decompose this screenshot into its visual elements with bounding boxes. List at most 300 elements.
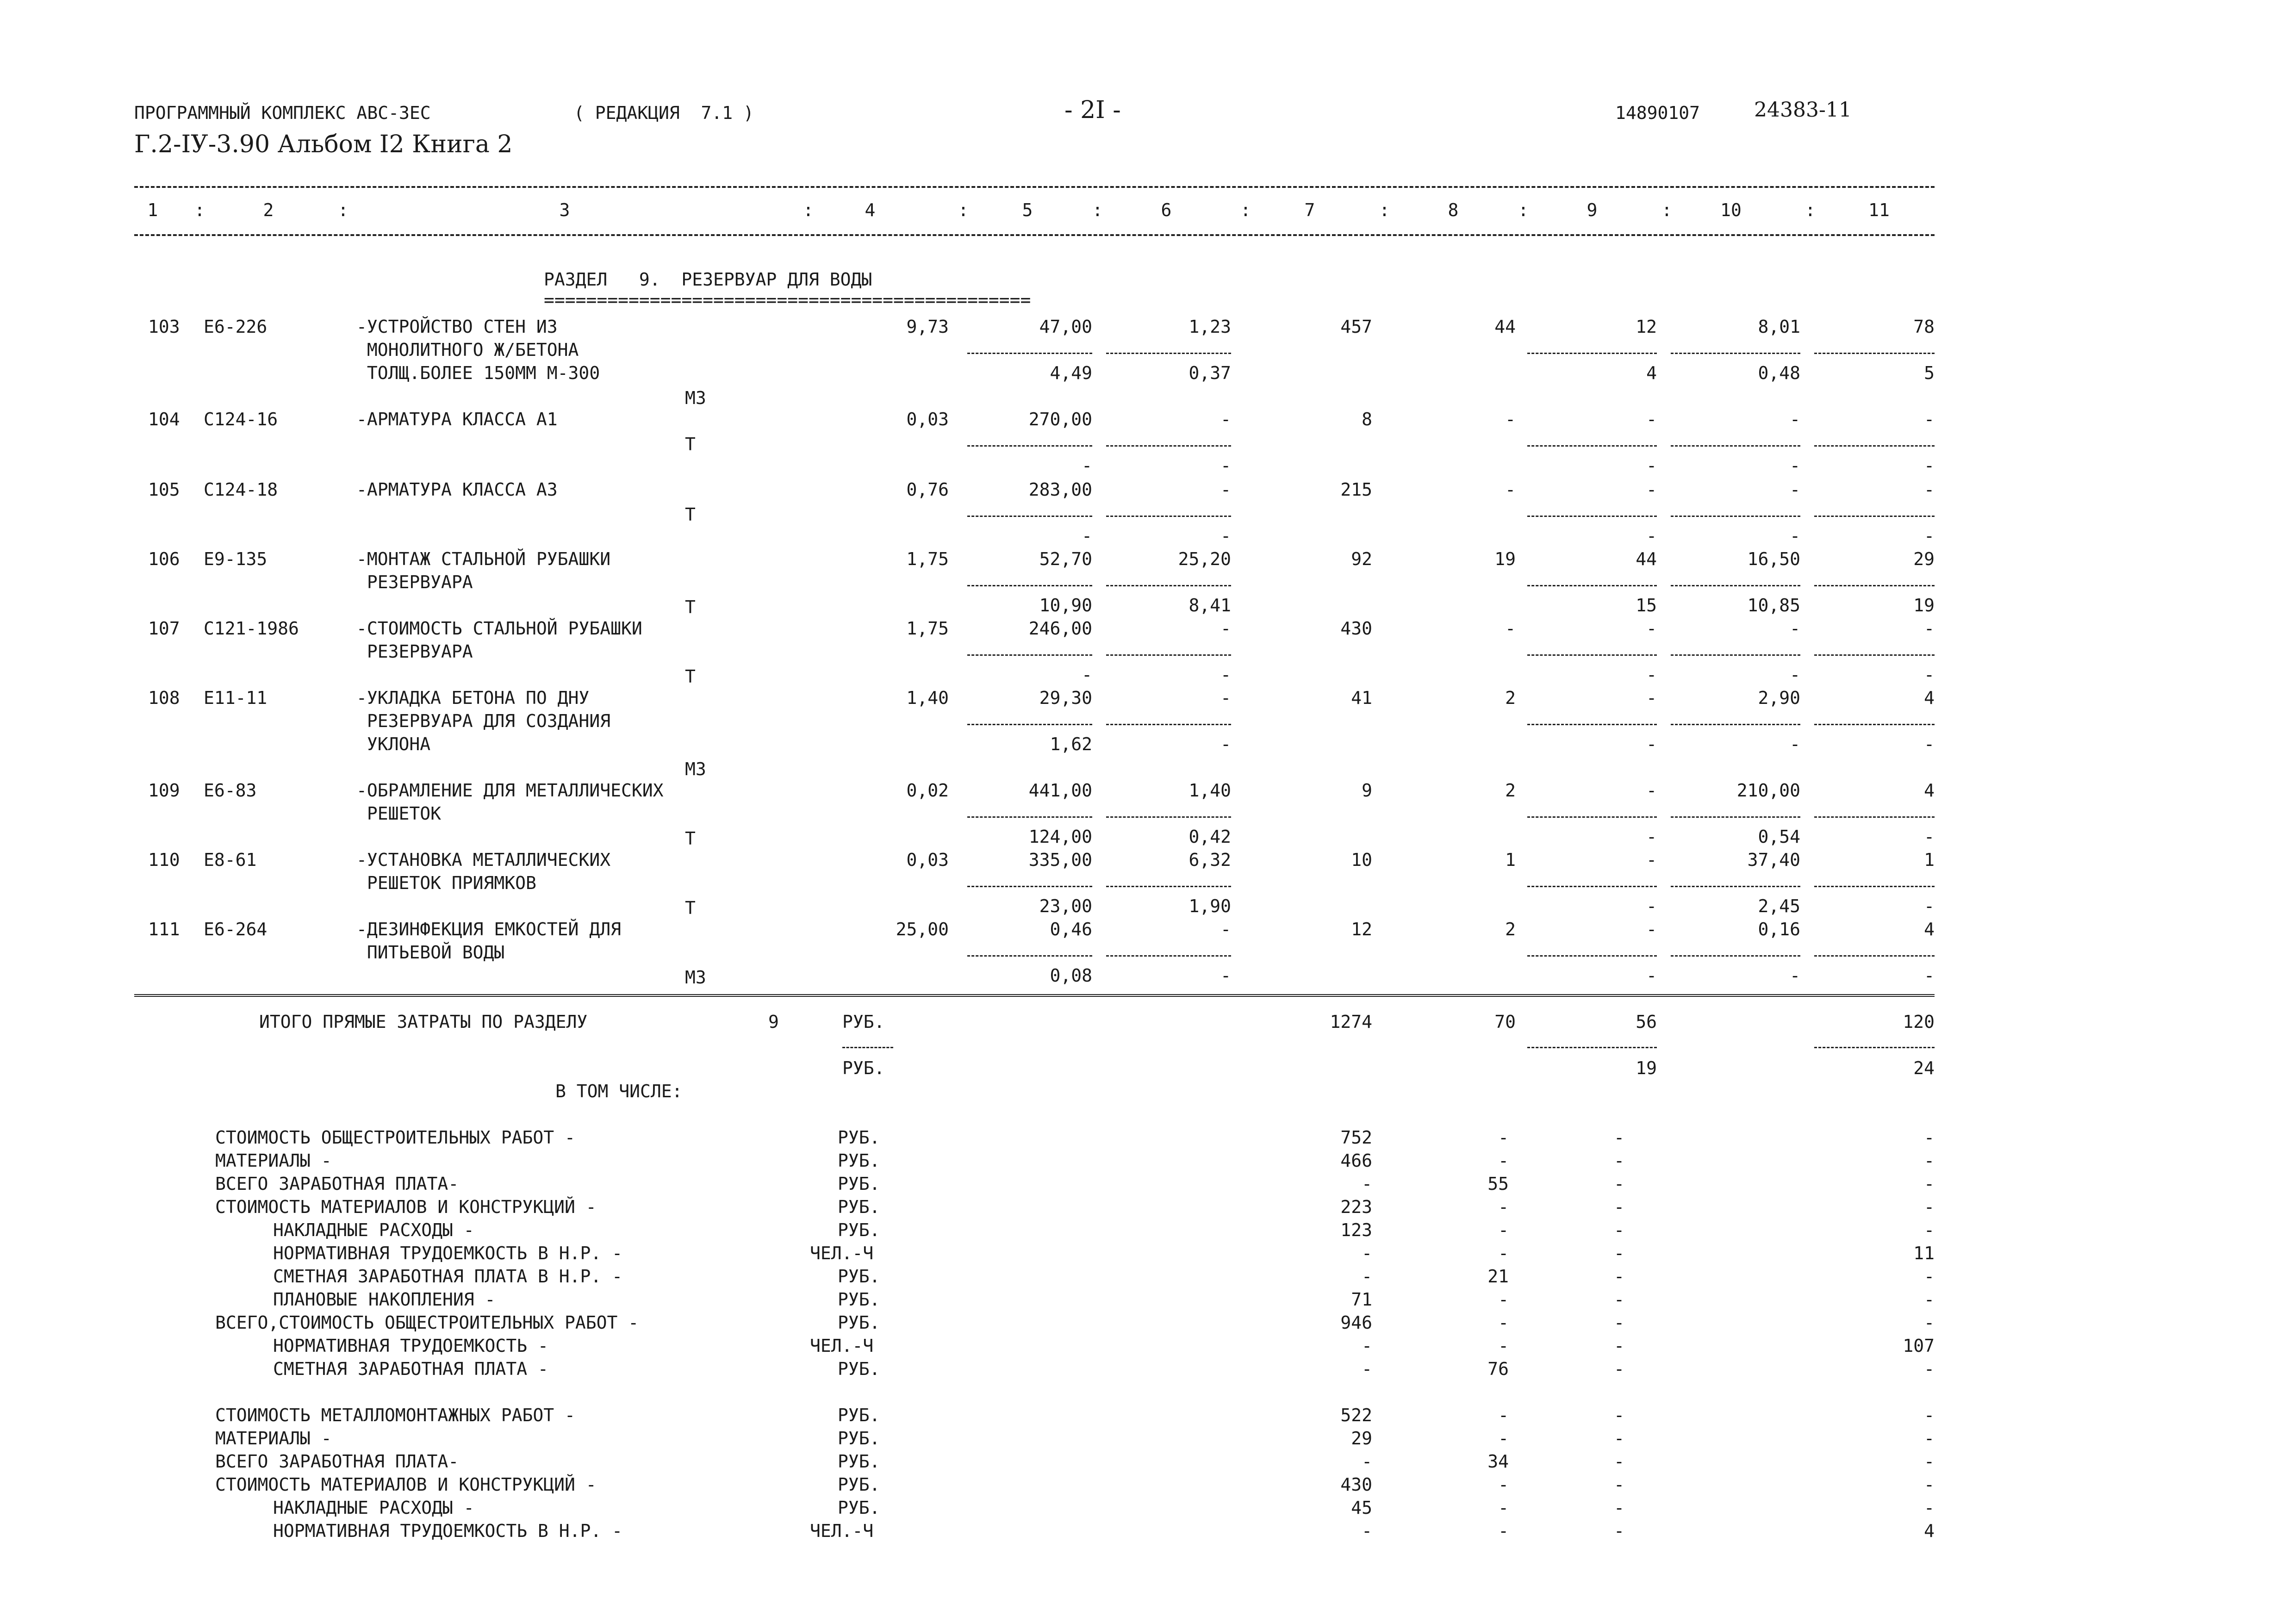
row-unit-wage: 1,62 xyxy=(1050,734,1092,754)
row-labor-unit-machine: 0,54 xyxy=(1758,827,1800,847)
summary-unit: РУБ. xyxy=(838,1289,880,1310)
summary-machine: - xyxy=(1614,1428,1624,1449)
section-underline: ============================================== xyxy=(544,290,1031,310)
row-labor-unit: 16,50 xyxy=(1747,549,1800,569)
row-cell-rule xyxy=(1106,724,1231,725)
row-labor-total: - xyxy=(1924,479,1935,500)
row-description-line: -УСТАНОВКА МЕТАЛЛИЧЕСКИХ xyxy=(356,850,611,870)
row-labor-unit-machine: - xyxy=(1790,965,1800,986)
row-cell-rule xyxy=(1814,816,1935,818)
column-header-7: 7 xyxy=(1304,200,1315,220)
summary-labor: - xyxy=(1924,1405,1935,1425)
row-unit-wage: - xyxy=(1082,526,1092,546)
row-quantity: 9,73 xyxy=(906,317,949,337)
summary-wage: - xyxy=(1498,1428,1509,1449)
row-machine-wage-total: - xyxy=(1646,665,1657,685)
column-separator: : xyxy=(1240,200,1251,220)
summary-labor: 107 xyxy=(1903,1336,1935,1356)
row-labor-unit: 210,00 xyxy=(1736,780,1800,801)
summary-cost: 123 xyxy=(1340,1220,1372,1240)
header-rule-top xyxy=(134,186,1935,188)
totals-machine: 56 xyxy=(1636,1012,1657,1032)
row-quantity: 0,76 xyxy=(906,479,949,500)
column-header-4: 4 xyxy=(865,200,876,220)
summary-machine: - xyxy=(1614,1336,1624,1356)
summary-label: НАКЛАДНЫЕ РАСХОДЫ - xyxy=(273,1498,474,1518)
row-unit: Т xyxy=(685,828,696,849)
row-unit-cost: 29,30 xyxy=(1039,688,1092,708)
row-machine-total: - xyxy=(1646,919,1657,939)
summary-wage: - xyxy=(1498,1243,1509,1263)
row-labor-total: - xyxy=(1924,409,1935,429)
column-header-6: 6 xyxy=(1161,200,1172,220)
row-machine-wage: - xyxy=(1220,665,1231,685)
row-cell-rule xyxy=(1814,886,1935,887)
row-machine-wage-total: - xyxy=(1646,827,1657,847)
row-cell-rule xyxy=(1527,724,1657,725)
summary-machine: - xyxy=(1614,1405,1624,1425)
row-cell-rule xyxy=(1814,585,1935,586)
summary-labor: - xyxy=(1924,1312,1935,1333)
row-machine-total: - xyxy=(1646,850,1657,870)
summary-wage: - xyxy=(1498,1127,1509,1148)
row-cell-rule xyxy=(1527,654,1657,656)
summary-unit: РУБ. xyxy=(838,1150,880,1171)
column-separator: : xyxy=(1092,200,1103,220)
row-labor-total: 1 xyxy=(1924,850,1935,870)
row-number: 109 xyxy=(148,780,180,801)
row-cell-rule xyxy=(1671,816,1800,818)
row-labor-total: 4 xyxy=(1924,919,1935,939)
document-code: 14890107 xyxy=(1615,103,1700,123)
row-cell-rule xyxy=(967,445,1092,447)
row-machine-wage: 0,37 xyxy=(1188,363,1231,383)
summary-unit: ЧЕЛ.-Ч xyxy=(810,1336,874,1356)
row-cell-rule xyxy=(1527,955,1657,957)
row-machine-cost: - xyxy=(1220,688,1231,708)
summary-wage: 34 xyxy=(1487,1451,1509,1472)
row-unit-cost: 52,70 xyxy=(1039,549,1092,569)
row-cell-rule xyxy=(1814,516,1935,517)
summary-cost: - xyxy=(1362,1451,1372,1472)
row-cell-rule xyxy=(1106,654,1231,656)
totals-unit: РУБ. xyxy=(842,1012,885,1032)
row-labor-unit: - xyxy=(1790,479,1800,500)
summary-machine: - xyxy=(1614,1243,1624,1263)
row-code: Е8-61 xyxy=(204,850,257,870)
column-separator: : xyxy=(1805,200,1816,220)
totals-labor: 120 xyxy=(1903,1012,1935,1032)
header-rule-bottom xyxy=(134,234,1935,236)
totals-label: ИТОГО ПРЯМЫЕ ЗАТРАТЫ ПО РАЗДЕЛУ xyxy=(259,1012,588,1032)
row-quantity: 0,03 xyxy=(906,409,949,429)
row-cell-rule xyxy=(1814,654,1935,656)
row-cell-rule xyxy=(1671,516,1800,517)
row-labor-unit-machine: 0,48 xyxy=(1758,363,1800,383)
row-labor-unit: - xyxy=(1790,618,1800,639)
row-machine-cost: - xyxy=(1220,919,1231,939)
row-description-line: -ОБРАМЛЕНИЕ ДЛЯ МЕТАЛЛИЧЕСКИХ xyxy=(356,780,664,801)
row-labor-total-machine: - xyxy=(1924,827,1935,847)
row-quantity: 25,00 xyxy=(896,919,949,939)
summary-cost: 752 xyxy=(1340,1127,1372,1148)
row-cell-rule xyxy=(1106,955,1231,957)
summary-unit: РУБ. xyxy=(838,1197,880,1217)
row-cell-rule xyxy=(1106,353,1231,354)
column-header-2: 2 xyxy=(263,200,274,220)
row-total-cost: 8 xyxy=(1362,409,1372,429)
row-unit-cost: 270,00 xyxy=(1028,409,1092,429)
row-cell-rule xyxy=(1527,886,1657,887)
row-cell-rule xyxy=(1671,585,1800,586)
row-number: 111 xyxy=(148,919,180,939)
summary-labor: - xyxy=(1924,1289,1935,1310)
row-machine-cost: 6,32 xyxy=(1188,850,1231,870)
row-cell-rule xyxy=(1527,353,1657,354)
row-cell-rule xyxy=(1106,886,1231,887)
row-cell-rule xyxy=(1814,724,1935,725)
row-labor-total: 78 xyxy=(1913,317,1935,337)
row-total-cost: 92 xyxy=(1351,549,1372,569)
row-total-cost: 9 xyxy=(1362,780,1372,801)
column-header-8: 8 xyxy=(1448,200,1459,220)
row-code: Е6-226 xyxy=(204,317,268,337)
row-labor-unit-machine: - xyxy=(1790,455,1800,476)
summary-unit: РУБ. xyxy=(838,1220,880,1240)
row-code: Е11-11 xyxy=(204,688,268,708)
row-unit-wage: - xyxy=(1082,455,1092,476)
row-code: Е6-264 xyxy=(204,919,268,939)
row-description-line: МОНОЛИТНОГО Ж/БЕТОНА xyxy=(356,340,579,360)
summary-labor: - xyxy=(1924,1359,1935,1379)
row-machine-cost: - xyxy=(1220,409,1231,429)
table-total-rule xyxy=(134,994,1935,997)
column-header-1: 1 xyxy=(147,200,158,220)
row-number: 107 xyxy=(148,618,180,639)
row-cell-rule xyxy=(1106,816,1231,818)
row-cell-rule xyxy=(967,654,1092,656)
row-unit-cost: 246,00 xyxy=(1028,618,1092,639)
row-wage-total: 44 xyxy=(1494,317,1516,337)
summary-wage: - xyxy=(1498,1521,1509,1541)
summary-labor: - xyxy=(1924,1127,1935,1148)
row-wage-total: 2 xyxy=(1505,919,1516,939)
totals-cost: 1274 xyxy=(1330,1012,1372,1032)
row-cell-rule xyxy=(1671,445,1800,447)
row-quantity: 1,40 xyxy=(906,688,949,708)
summary-unit: РУБ. xyxy=(838,1312,880,1333)
row-machine-cost: - xyxy=(1220,479,1231,500)
row-unit-wage: 4,49 xyxy=(1050,363,1092,383)
totals-section-number: 9 xyxy=(768,1012,779,1032)
summary-machine: - xyxy=(1614,1521,1624,1541)
summary-wage: 21 xyxy=(1487,1266,1509,1287)
row-cell-rule xyxy=(1814,955,1935,957)
column-separator: : xyxy=(1518,200,1529,220)
row-code: Е6-83 xyxy=(204,780,257,801)
column-separator: : xyxy=(194,200,205,220)
row-cell-rule xyxy=(967,724,1092,725)
summary-label: НОРМАТИВНАЯ ТРУДОЕМКОСТЬ В Н.Р. - xyxy=(273,1243,622,1263)
row-wage-total: 19 xyxy=(1494,549,1516,569)
summary-wage: - xyxy=(1498,1220,1509,1240)
row-unit: Т xyxy=(685,504,696,525)
row-labor-unit: 2,90 xyxy=(1758,688,1800,708)
row-description-line: -АРМАТУРА КЛАССА А3 xyxy=(356,479,558,500)
summary-cost: - xyxy=(1362,1336,1372,1356)
summary-machine: - xyxy=(1614,1220,1624,1240)
summary-wage: - xyxy=(1498,1289,1509,1310)
row-machine-wage-total: - xyxy=(1646,455,1657,476)
row-cell-rule xyxy=(967,516,1092,517)
summary-cost: - xyxy=(1362,1359,1372,1379)
row-labor-unit: - xyxy=(1790,409,1800,429)
summary-wage: - xyxy=(1498,1150,1509,1171)
totals-including: В ТОМ ЧИСЛЕ: xyxy=(555,1081,683,1101)
row-cell-rule xyxy=(1814,353,1935,354)
row-cell-rule xyxy=(1106,585,1231,586)
row-unit-cost: 335,00 xyxy=(1028,850,1092,870)
summary-cost: 45 xyxy=(1351,1498,1372,1518)
summary-wage: - xyxy=(1498,1498,1509,1518)
row-labor-total-machine: - xyxy=(1924,965,1935,986)
row-description-line: РЕШЕТОК ПРИЯМКОВ xyxy=(356,873,536,893)
row-labor-total: 4 xyxy=(1924,780,1935,801)
row-machine-wage: 0,42 xyxy=(1188,827,1231,847)
row-machine-cost: - xyxy=(1220,618,1231,639)
column-header-11: 11 xyxy=(1868,200,1890,220)
row-cell-rule xyxy=(1527,585,1657,586)
row-labor-total-machine: - xyxy=(1924,734,1935,754)
page-number: - 2I - xyxy=(1064,96,1121,124)
row-description-line: -УКЛАДКА БЕТОНА ПО ДНУ xyxy=(356,688,590,708)
row-cell-rule xyxy=(1527,445,1657,447)
row-unit: М3 xyxy=(685,388,706,408)
row-labor-total-machine: - xyxy=(1924,526,1935,546)
row-wage-total: 2 xyxy=(1505,688,1516,708)
summary-unit: ЧЕЛ.-Ч xyxy=(810,1521,874,1541)
row-machine-total: - xyxy=(1646,409,1657,429)
row-wage-total: - xyxy=(1505,618,1516,639)
summary-labor: - xyxy=(1924,1428,1935,1449)
row-number: 105 xyxy=(148,479,180,500)
row-cell-rule xyxy=(967,585,1092,586)
row-unit-wage: 23,00 xyxy=(1039,896,1092,916)
summary-cost: 29 xyxy=(1351,1428,1372,1449)
summary-unit: РУБ. xyxy=(838,1174,880,1194)
handwritten-code: 24383-11 xyxy=(1754,98,1852,122)
summary-cost: - xyxy=(1362,1521,1372,1541)
summary-labor: - xyxy=(1924,1474,1935,1495)
summary-cost: - xyxy=(1362,1266,1372,1287)
summary-unit: РУБ. xyxy=(838,1474,880,1495)
row-number: 110 xyxy=(148,850,180,870)
row-wage-total: 2 xyxy=(1505,780,1516,801)
column-header-10: 10 xyxy=(1720,200,1742,220)
summary-labor: - xyxy=(1924,1197,1935,1217)
row-code: С124-18 xyxy=(204,479,278,500)
row-description-line: ТОЛЩ.БОЛЕЕ 150ММ М-300 xyxy=(356,363,600,383)
row-machine-wage: - xyxy=(1220,734,1231,754)
summary-unit: РУБ. xyxy=(838,1451,880,1472)
row-cell-rule xyxy=(1671,353,1800,354)
totals-cell-rule xyxy=(1814,1047,1935,1048)
row-unit: Т xyxy=(685,434,696,454)
summary-label: МАТЕРИАЛЫ - xyxy=(215,1150,332,1171)
row-machine-wage: - xyxy=(1220,526,1231,546)
summary-label: СТОИМОСТЬ МАТЕРИАЛОВ И КОНСТРУКЦИЙ - xyxy=(215,1474,597,1495)
row-cell-rule xyxy=(967,353,1092,354)
column-separator: : xyxy=(803,200,814,220)
summary-labor: - xyxy=(1924,1174,1935,1194)
row-description-line: РЕЗЕРВУАРА ДЛЯ СОЗДАНИЯ xyxy=(356,711,611,731)
totals-cell-rule xyxy=(1527,1047,1657,1048)
row-cell-rule xyxy=(1671,724,1800,725)
row-labor-total-machine: 19 xyxy=(1913,595,1935,616)
summary-machine: - xyxy=(1614,1174,1624,1194)
row-unit-wage: 124,00 xyxy=(1028,827,1092,847)
row-cell-rule xyxy=(1106,516,1231,517)
summary-labor: - xyxy=(1924,1498,1935,1518)
row-description-line: -АРМАТУРА КЛАССА А1 xyxy=(356,409,558,429)
summary-labor: - xyxy=(1924,1451,1935,1472)
summary-wage: - xyxy=(1498,1197,1509,1217)
row-machine-cost: 1,40 xyxy=(1188,780,1231,801)
program-edition: ( РЕДАКЦИЯ 7.1 ) xyxy=(574,103,754,123)
summary-unit: РУБ. xyxy=(838,1359,880,1379)
row-unit-cost: 47,00 xyxy=(1039,317,1092,337)
row-unit-wage: - xyxy=(1082,665,1092,685)
summary-wage: 55 xyxy=(1487,1174,1509,1194)
row-labor-unit-machine: - xyxy=(1790,734,1800,754)
row-unit: Т xyxy=(685,666,696,687)
row-total-cost: 457 xyxy=(1340,317,1372,337)
row-cell-rule xyxy=(967,886,1092,887)
row-machine-cost: 25,20 xyxy=(1178,549,1231,569)
row-quantity: 1,75 xyxy=(906,549,949,569)
summary-machine: - xyxy=(1614,1197,1624,1217)
summary-label: ВСЕГО ЗАРАБОТНАЯ ПЛАТА- xyxy=(215,1174,459,1194)
column-separator: : xyxy=(338,200,348,220)
row-unit-cost: 283,00 xyxy=(1028,479,1092,500)
row-cell-rule xyxy=(1671,654,1800,656)
row-labor-total-machine: - xyxy=(1924,665,1935,685)
row-labor-total-machine: - xyxy=(1924,455,1935,476)
summary-cost: 466 xyxy=(1340,1150,1372,1171)
summary-machine: - xyxy=(1614,1451,1624,1472)
row-machine-wage-total: - xyxy=(1646,526,1657,546)
row-total-cost: 41 xyxy=(1351,688,1372,708)
summary-wage: - xyxy=(1498,1336,1509,1356)
row-machine-wage-total: - xyxy=(1646,965,1657,986)
program-title: ПРОГРАММНЫЙ КОМПЛЕКС АВС-ЗЕС xyxy=(134,103,431,123)
summary-cost: 430 xyxy=(1340,1474,1372,1495)
summary-unit: РУБ. xyxy=(838,1405,880,1425)
summary-unit: РУБ. xyxy=(838,1266,880,1287)
row-labor-unit-machine: - xyxy=(1790,526,1800,546)
row-machine-wage: 8,41 xyxy=(1188,595,1231,616)
summary-unit: РУБ. xyxy=(838,1498,880,1518)
row-unit: М3 xyxy=(685,967,706,988)
row-number: 104 xyxy=(148,409,180,429)
row-description-line: -СТОИМОСТЬ СТАЛЬНОЙ РУБАШКИ xyxy=(356,618,642,639)
totals-labor-machine: 24 xyxy=(1913,1058,1935,1078)
row-machine-wage: 1,90 xyxy=(1188,896,1231,916)
summary-unit: РУБ. xyxy=(838,1428,880,1449)
row-labor-total: - xyxy=(1924,618,1935,639)
row-labor-unit: 0,16 xyxy=(1758,919,1800,939)
column-header-9: 9 xyxy=(1587,200,1598,220)
summary-unit: ЧЕЛ.-Ч xyxy=(810,1243,874,1263)
summary-labor: - xyxy=(1924,1220,1935,1240)
row-code: Е9-135 xyxy=(204,549,268,569)
row-labor-unit-machine: 10,85 xyxy=(1747,595,1800,616)
column-separator: : xyxy=(1379,200,1390,220)
summary-cost: 71 xyxy=(1351,1289,1372,1310)
row-code: С121-1986 xyxy=(204,618,299,639)
summary-cost: 946 xyxy=(1340,1312,1372,1333)
summary-label: МАТЕРИАЛЫ - xyxy=(215,1428,332,1449)
row-description-line: РЕЗЕРВУАРА xyxy=(356,641,473,662)
row-unit-wage: 0,08 xyxy=(1050,965,1092,986)
row-unit-cost: 0,46 xyxy=(1050,919,1092,939)
summary-label: НОРМАТИВНАЯ ТРУДОЕМКОСТЬ - xyxy=(273,1336,548,1356)
row-unit-wage: 10,90 xyxy=(1039,595,1092,616)
row-machine-total: - xyxy=(1646,479,1657,500)
summary-cost: 522 xyxy=(1340,1405,1372,1425)
row-quantity: 1,75 xyxy=(906,618,949,639)
row-cell-rule xyxy=(1527,816,1657,818)
row-cell-rule xyxy=(1671,955,1800,957)
totals-wage: 70 xyxy=(1494,1012,1516,1032)
summary-machine: - xyxy=(1614,1359,1624,1379)
summary-machine: - xyxy=(1614,1127,1624,1148)
summary-wage: 76 xyxy=(1487,1359,1509,1379)
summary-label: СМЕТНАЯ ЗАРАБОТНАЯ ПЛАТА - xyxy=(273,1359,548,1379)
row-unit: Т xyxy=(685,898,696,918)
summary-labor: - xyxy=(1924,1150,1935,1171)
summary-label: ВСЕГО,СТОИМОСТЬ ОБЩЕСТРОИТЕЛЬНЫХ РАБОТ - xyxy=(215,1312,639,1333)
row-cell-rule xyxy=(1814,445,1935,447)
summary-machine: - xyxy=(1614,1312,1624,1333)
row-machine-wage: - xyxy=(1220,455,1231,476)
summary-wage: - xyxy=(1498,1405,1509,1425)
row-total-cost: 10 xyxy=(1351,850,1372,870)
summary-cost: - xyxy=(1362,1174,1372,1194)
row-cell-rule xyxy=(1527,516,1657,517)
row-labor-total-machine: - xyxy=(1924,896,1935,916)
totals-unit-2: РУБ. xyxy=(842,1058,885,1078)
summary-machine: - xyxy=(1614,1289,1624,1310)
column-separator: : xyxy=(1661,200,1672,220)
column-header-5: 5 xyxy=(1022,200,1033,220)
row-machine-wage-total: 4 xyxy=(1646,363,1657,383)
row-labor-total-machine: 5 xyxy=(1924,363,1935,383)
row-labor-total: 29 xyxy=(1913,549,1935,569)
row-quantity: 0,02 xyxy=(906,780,949,801)
summary-machine: - xyxy=(1614,1474,1624,1495)
column-header-3: 3 xyxy=(559,200,570,220)
row-machine-total: 12 xyxy=(1636,317,1657,337)
row-machine-wage: - xyxy=(1220,965,1231,986)
row-unit-cost: 441,00 xyxy=(1028,780,1092,801)
summary-cost: - xyxy=(1362,1243,1372,1263)
summary-label: НОРМАТИВНАЯ ТРУДОЕМКОСТЬ В Н.Р. - xyxy=(273,1521,622,1541)
row-code: С124-16 xyxy=(204,409,278,429)
row-labor-unit: 8,01 xyxy=(1758,317,1800,337)
row-wage-total: - xyxy=(1505,409,1516,429)
summary-wage: - xyxy=(1498,1312,1509,1333)
